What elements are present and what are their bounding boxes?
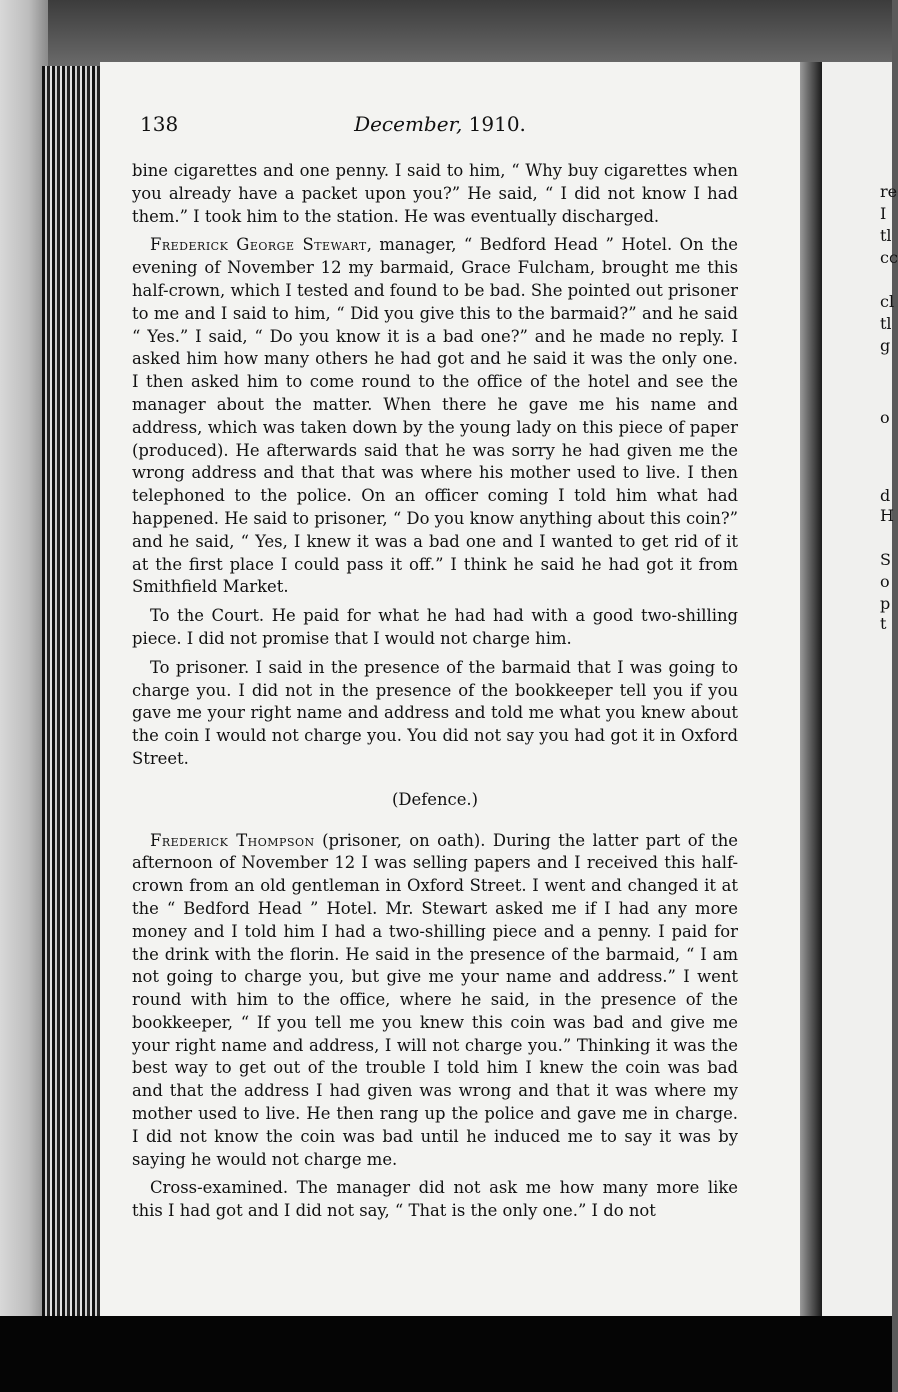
scanner-bottom-shadow [0,1316,892,1392]
fragment: g [880,336,891,355]
paragraph [132,234,738,599]
fragment: o [880,408,890,427]
fragment: H [880,506,894,525]
page-gutter [800,62,822,1317]
fragment: p [880,594,891,613]
testimony-text: , manager, “ Bedford Head ” Hotel. On the evening of November 12 my barmaid, Grace Fulcham, brought me this half-crown, which I tested and found to be bad. She pointed out prisoner to me and I said to him, “ Did you give this to the barmaid?” and he said “ Yes.” I said, “ Do you know it is a bad one?” and he made no reply. I asked him how many others he had got and he said it was the only one. I then asked him to come round to the office of the hotel and see the manager about the matter. When there he gave me his name and address, which was taken down by the young lady on this piece of paper (produced). He afterwards said that he was sorry he had given me the wrong address and that that was where his mother used to live. I then telephoned to the police. On an officer coming I told him what had happened. He said to prisoner, “ Do you know anything about this coin?” and he said, “ Yes, I knew it was a bad one and I wanted to get rid of it at the first place I could pass it off.” I think he said he had got it from Smithfield Market. [132,235,738,597]
section-heading: (Defence.) [391,789,479,809]
testimony-text: (prisoner, on oath). During the latter part of the afternoon of November 12 I was selling papers and I received this half-crown from an old gentleman in Oxford Street. I went and changed it at the “ Bedford Head ” Hotel. Mr. Stewart asked me if I had any more money and I told him I had a two-shilling piece and a penny. I paid for the drink with the florin. He said in the presence of the barmaid, “ I am not going to charge you, but give me your name and address.” I went round with him to the office, where he said, in the presence of the bookkeeper, “ If you tell me you knew this coin was bad and give me your right name and address, I will not charge you.” Thinking it was the best way to get out of the trouble I told him I knew the coin was bad and that the address I had given was wrong and that it was where my mother used to live. He then rang up the police and gave me in charge. I did not know the coin was bad until he induced me to say it was by saying he would not charge me. [132,830,738,1169]
fragment: S [880,550,891,569]
running-head-month: December, [354,112,463,136]
fragment: t [880,614,887,633]
fragment: I [880,204,887,223]
fragment: re [880,182,898,201]
running-head [140,112,740,136]
running-head-year: 1910. [468,112,526,136]
paragraph: To prisoner. I said in the presence of the barmaid that I was going to charge you. I did not in the presence of the bookkeeper tell you if you gave me your right name and address and told me what you knew about the coin I would not charge you. You did not say you had got it in Oxford Street. [132,657,738,768]
book-binding [42,66,104,1316]
fragment: tl [880,314,892,333]
paragraph: bine cigarettes and one penny. I said to him, “ Why buy cigarettes when you already have a packet upon you?” He said, “ I did not know I had them.” I took him to the station. He was eventually discharged. [132,161,738,226]
fragment: d [880,486,891,505]
page-number: 138 [140,112,179,136]
fragment: cc [880,248,898,267]
witness-name: Frederick Thompson [150,830,315,850]
scanner-left-margin [0,0,48,1392]
fragment: cl [880,292,895,311]
body-text [132,160,738,1229]
paragraph: To the Court. He paid for what he had had with a good two-shilling piece. I did not promise that I would not charge him. [132,606,738,648]
witness-name: Frederick George Stewart [150,235,367,255]
paragraph [132,830,738,1172]
fragment: tl [880,226,892,245]
paragraph: Cross-examined. The manager did not ask me how many more like this I had got and I did not say, “ That is the only one.” I do not [132,1178,738,1221]
fragment: o [880,572,890,591]
page-header [140,112,740,142]
